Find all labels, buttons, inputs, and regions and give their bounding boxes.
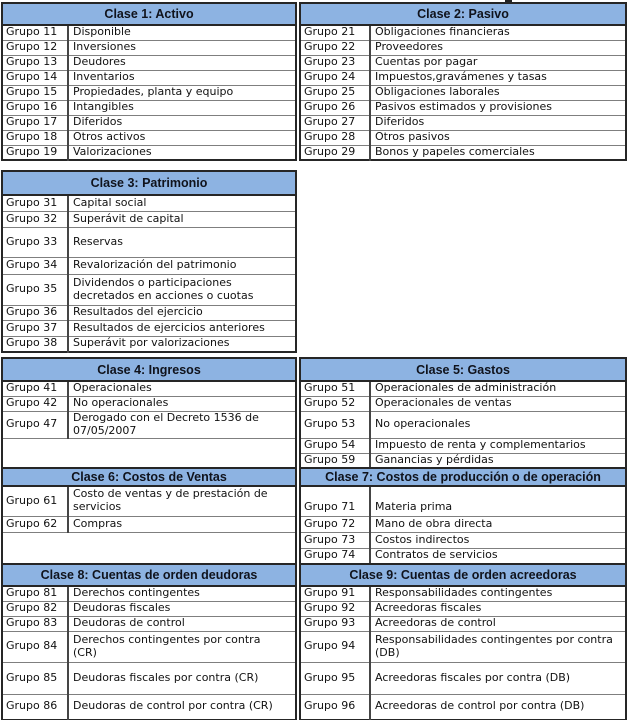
- grupo-cell: Grupo 95: [300, 662, 370, 694]
- table-row: [2, 305, 296, 320]
- description-cell: Superávit de capital: [68, 211, 296, 227]
- description-cell: Acreedoras de control por contra (DB): [370, 694, 626, 720]
- description-cell: Contratos de servicios: [370, 548, 626, 564]
- grupo-cell: Grupo 37: [2, 320, 68, 336]
- description-cell: Impuesto de renta y complementarios: [370, 438, 626, 453]
- band-clase-1-2: [1, 2, 627, 161]
- description-cell: Derechos contingentes por contra (CR): [68, 631, 296, 662]
- table-row: [300, 85, 626, 100]
- table-row: [2, 70, 296, 85]
- grupo-cell: Grupo 28: [300, 130, 370, 145]
- description-cell: Operacionales: [68, 381, 296, 396]
- section-header-clase-4: Clase 4: Ingresos: [2, 358, 296, 381]
- grupo-cell: Grupo 92: [300, 601, 370, 616]
- band-clase-8-9: [1, 563, 627, 720]
- table-row: [2, 586, 296, 601]
- description-cell: Reservas: [68, 227, 296, 257]
- description-cell: Obligaciones laborales: [370, 85, 626, 100]
- table-row: [300, 55, 626, 70]
- description-cell: Otros pasivos: [370, 130, 626, 145]
- grupo-cell: Grupo 19: [2, 145, 68, 160]
- grupo-cell: Grupo 22: [300, 40, 370, 55]
- table-row: [2, 601, 296, 616]
- table-row: [300, 115, 626, 130]
- table-row: [2, 396, 296, 411]
- table-row: [300, 381, 626, 396]
- table-row: [300, 532, 626, 548]
- empty-region: [2, 438, 296, 468]
- description-cell: Costo de ventas y de prestación de servicios: [68, 486, 296, 516]
- description-cell: Acreedoras fiscales: [370, 601, 626, 616]
- grupo-cell: Grupo 91: [300, 586, 370, 601]
- grupo-cell: Grupo 41: [2, 381, 68, 396]
- description-cell: Diferidos: [370, 115, 626, 130]
- description-cell: Diferidos: [68, 115, 296, 130]
- grupo-cell: Grupo 71: [300, 486, 370, 516]
- table-row: [2, 616, 296, 631]
- table-clase-5: [299, 357, 627, 469]
- table-row: [300, 486, 626, 516]
- description-cell: Capital social: [68, 195, 296, 211]
- grupo-cell: Grupo 18: [2, 130, 68, 145]
- grupo-cell: Grupo 53: [300, 411, 370, 438]
- description-cell: Inversiones: [68, 40, 296, 55]
- grupo-cell: Grupo 31: [2, 195, 68, 211]
- description-cell: Intangibles: [68, 100, 296, 115]
- table-clase-6: [1, 467, 297, 565]
- table-row: [2, 40, 296, 55]
- empty-region: [2, 532, 296, 564]
- grupo-cell: Grupo 26: [300, 100, 370, 115]
- band-clase-6-7: [1, 467, 627, 565]
- band-clase-3: [1, 170, 297, 353]
- description-cell: No operacionales: [370, 411, 626, 438]
- grupo-cell: Grupo 84: [2, 631, 68, 662]
- table-row: [2, 145, 296, 160]
- description-cell: Cuentas por pagar: [370, 55, 626, 70]
- description-cell: Operacionales de ventas: [370, 396, 626, 411]
- table-clase-3: [1, 170, 297, 353]
- description-cell: Operacionales de administración: [370, 381, 626, 396]
- table-row: [2, 195, 296, 211]
- table-row: [300, 130, 626, 145]
- grupo-cell: Grupo 25: [300, 85, 370, 100]
- description-cell: Responsabilidades contingentes por contra (DB): [370, 631, 626, 662]
- description-cell: Deudoras fiscales por contra (CR): [68, 662, 296, 694]
- description-cell: Dividendos o participaciones decretados en acciones o cuotas: [68, 274, 296, 305]
- grupo-cell: Grupo 35: [2, 274, 68, 305]
- description-cell: Impuestos,gravámenes y tasas: [370, 70, 626, 85]
- section-header-clase-8: Clase 8: Cuentas de orden deudoras: [2, 564, 296, 586]
- table-row: [2, 516, 296, 532]
- table-row: [300, 145, 626, 160]
- grupo-cell: Grupo 59: [300, 453, 370, 468]
- table-row: [300, 40, 626, 55]
- grupo-cell: Grupo 47: [2, 411, 68, 438]
- grupo-cell: Grupo 86: [2, 694, 68, 720]
- description-cell: Mano de obra directa: [370, 516, 626, 532]
- description-cell: Acreedoras de control: [370, 616, 626, 631]
- grupo-cell: Grupo 11: [2, 25, 68, 40]
- description-cell: Deudoras fiscales: [68, 601, 296, 616]
- description-cell: Superávit por valorizaciones: [68, 336, 296, 352]
- section-header-clase-7: Clase 7: Costos de producción o de operación: [300, 468, 626, 486]
- description-cell: Obligaciones financieras: [370, 25, 626, 40]
- grupo-cell: Grupo 93: [300, 616, 370, 631]
- table-row: [2, 532, 296, 564]
- grupo-cell: Grupo 17: [2, 115, 68, 130]
- table-row: [2, 55, 296, 70]
- description-cell: Bonos y papeles comerciales: [370, 145, 626, 160]
- description-cell: Valorizaciones: [68, 145, 296, 160]
- table-row: [300, 438, 626, 453]
- grupo-cell: Grupo 52: [300, 396, 370, 411]
- description-cell: Proveedores: [370, 40, 626, 55]
- table-row: [2, 381, 296, 396]
- grupo-cell: Grupo 61: [2, 486, 68, 516]
- section-header-clase-1: Clase 1: Activo: [2, 3, 296, 25]
- table-clase-7: [299, 467, 627, 565]
- grupo-cell: Grupo 82: [2, 601, 68, 616]
- grupo-cell: Grupo 12: [2, 40, 68, 55]
- table-row: [300, 662, 626, 694]
- grupo-cell: Grupo 73: [300, 532, 370, 548]
- grupo-cell: Grupo 21: [300, 25, 370, 40]
- table-row: [2, 411, 296, 438]
- description-cell: Acreedoras fiscales por contra (DB): [370, 662, 626, 694]
- grupo-cell: Grupo 38: [2, 336, 68, 352]
- section-header-clase-2: Clase 2: Pasivo: [300, 3, 626, 25]
- description-cell: Resultados del ejercicio: [68, 305, 296, 320]
- grupo-cell: Grupo 62: [2, 516, 68, 532]
- grupo-cell: Grupo 16: [2, 100, 68, 115]
- grupo-cell: Grupo 23: [300, 55, 370, 70]
- table-row: [300, 70, 626, 85]
- table-row: [300, 25, 626, 40]
- grupo-cell: Grupo 33: [2, 227, 68, 257]
- table-row: [2, 115, 296, 130]
- description-cell: Responsabilidades contingentes: [370, 586, 626, 601]
- table-clase-1: [1, 2, 297, 161]
- table-row: [300, 631, 626, 662]
- table-row: [2, 694, 296, 720]
- table-row: [300, 694, 626, 720]
- table-row: [300, 100, 626, 115]
- description-cell: Deudoras de control: [68, 616, 296, 631]
- grupo-cell: Grupo 42: [2, 396, 68, 411]
- table-row: [300, 516, 626, 532]
- grupo-cell: Grupo 51: [300, 381, 370, 396]
- description-cell: Revalorización del patrimonio: [68, 257, 296, 274]
- description-cell: Derechos contingentes: [68, 586, 296, 601]
- table-row: [2, 274, 296, 305]
- grupo-cell: Grupo 54: [300, 438, 370, 453]
- table-row: [2, 130, 296, 145]
- description-cell: Deudores: [68, 55, 296, 70]
- table-row: [300, 453, 626, 468]
- table-row: [300, 616, 626, 631]
- description-cell: Disponible: [68, 25, 296, 40]
- table-row: [2, 85, 296, 100]
- table-row: [300, 586, 626, 601]
- grupo-cell: Grupo 34: [2, 257, 68, 274]
- table-row: [2, 336, 296, 352]
- description-cell: Materia prima: [370, 486, 626, 516]
- grupo-cell: Grupo 81: [2, 586, 68, 601]
- description-cell: Ganancias y pérdidas: [370, 453, 626, 468]
- table-clase-8: [1, 563, 297, 720]
- table-row: [2, 486, 296, 516]
- table-row: [300, 411, 626, 438]
- grupo-cell: Grupo 27: [300, 115, 370, 130]
- section-header-clase-6: Clase 6: Costos de Ventas: [2, 468, 296, 486]
- grupo-cell: Grupo 14: [2, 70, 68, 85]
- description-cell: Costos indirectos: [370, 532, 626, 548]
- grupo-cell: Grupo 15: [2, 85, 68, 100]
- table-row: [2, 631, 296, 662]
- section-header-clase-5: Clase 5: Gastos: [300, 358, 626, 381]
- grupo-cell: Grupo 96: [300, 694, 370, 720]
- grupo-cell: Grupo 85: [2, 662, 68, 694]
- description-cell: Otros activos: [68, 130, 296, 145]
- table-row: [2, 257, 296, 274]
- table-row: [2, 227, 296, 257]
- grupo-cell: Grupo 72: [300, 516, 370, 532]
- description-cell: Resultados de ejercicios anteriores: [68, 320, 296, 336]
- table-row: [300, 548, 626, 564]
- description-cell: Pasivos estimados y provisiones: [370, 100, 626, 115]
- grupo-cell: Grupo 74: [300, 548, 370, 564]
- description-cell: Propiedades, planta y equipo: [68, 85, 296, 100]
- grupo-cell: Grupo 32: [2, 211, 68, 227]
- grupo-cell: Grupo 24: [300, 70, 370, 85]
- table-row: [2, 320, 296, 336]
- section-header-clase-3: Clase 3: Patrimonio: [2, 171, 296, 195]
- grupo-cell: Grupo 13: [2, 55, 68, 70]
- table-row: [2, 438, 296, 468]
- table-clase-2: [299, 2, 627, 161]
- description-cell: No operacionales: [68, 396, 296, 411]
- table-row: [300, 601, 626, 616]
- description-cell: Inventarios: [68, 70, 296, 85]
- grupo-cell: Grupo 29: [300, 145, 370, 160]
- table-clase-4: [1, 357, 297, 469]
- grupo-cell: Grupo 94: [300, 631, 370, 662]
- description-cell: Deudoras de control por contra (CR): [68, 694, 296, 720]
- band-clase-4-5: [1, 357, 627, 469]
- table-row: [2, 211, 296, 227]
- description-cell: Compras: [68, 516, 296, 532]
- table-row: [2, 100, 296, 115]
- section-header-clase-9: Clase 9: Cuentas de orden acreedoras: [300, 564, 626, 586]
- grupo-cell: Grupo 83: [2, 616, 68, 631]
- description-cell: Derogado con el Decreto 1536 de 07/05/2007: [68, 411, 296, 438]
- table-clase-9: [299, 563, 627, 720]
- grupo-cell: Grupo 36: [2, 305, 68, 320]
- table-row: [2, 25, 296, 40]
- table-row: [2, 662, 296, 694]
- table-row: [300, 396, 626, 411]
